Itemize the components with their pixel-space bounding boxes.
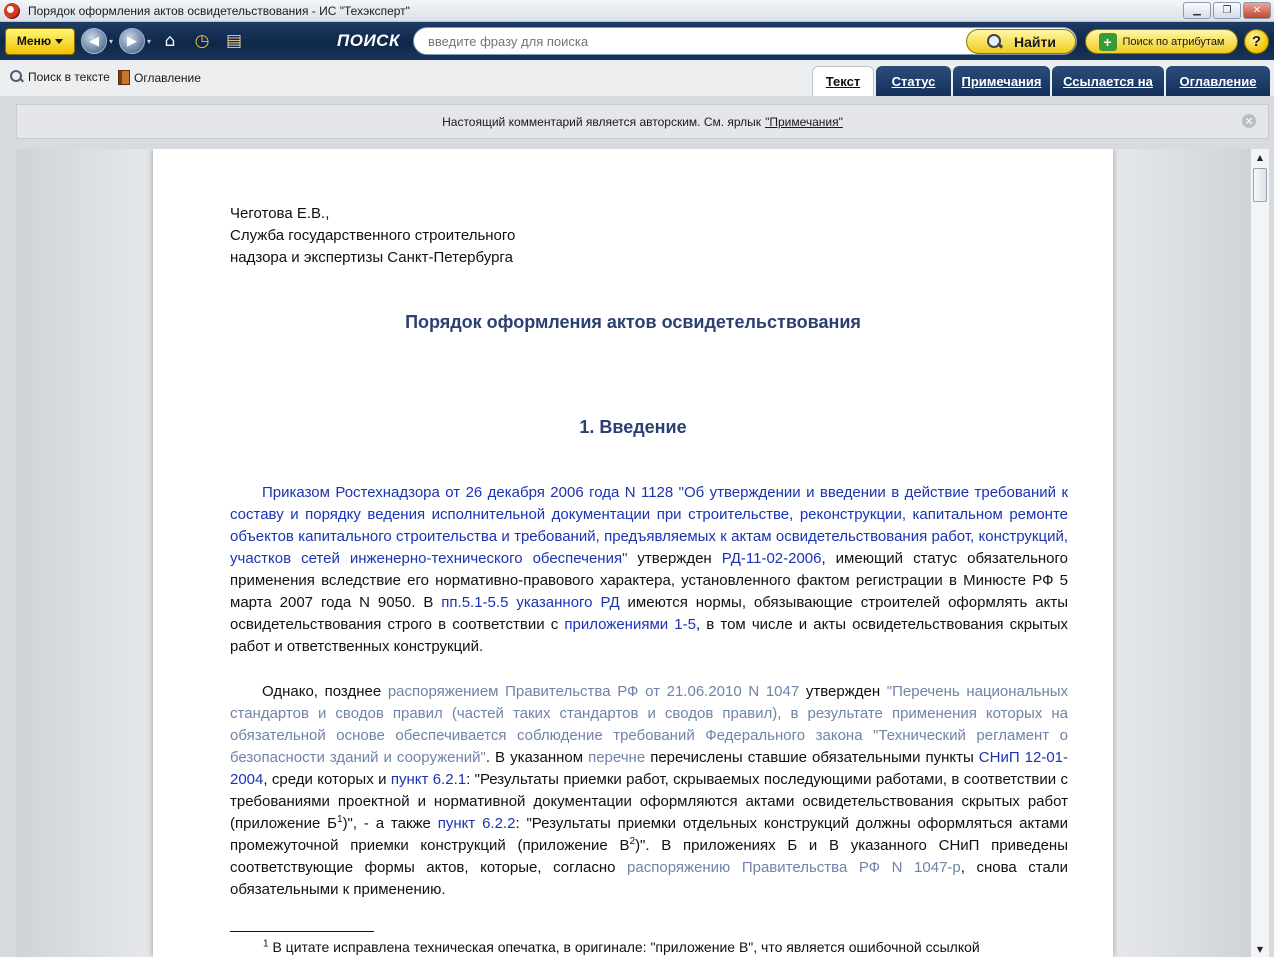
chevron-down-icon — [55, 39, 63, 44]
forward-history-dropdown[interactable]: ▾ — [147, 36, 152, 46]
footnote — [230, 939, 1068, 955]
footnote-ref[interactable]: 2 — [629, 836, 636, 847]
history-clock-icon[interactable]: ◷ — [194, 31, 210, 51]
home-icon[interactable]: ⌂ — [164, 31, 176, 51]
tab-status[interactable]: Статус — [876, 66, 951, 96]
main-toolbar — [0, 22, 1274, 60]
back-history-dropdown[interactable]: ▾ — [109, 36, 114, 46]
tab-notes[interactable]: Примечания — [953, 66, 1050, 96]
document-title: Порядок оформления актов освидетельствования — [405, 312, 861, 332]
tab-text[interactable]: Текст — [812, 66, 874, 96]
paragraph-text: , имеющий статус обязательного применения вследствие его нормативно-правового характера, установленного фактом регистрации в Минюсте РФ 5 марта 2007 года N 9050. В — [230, 550, 1068, 611]
paragraph-text: утвержден — [799, 683, 887, 700]
tab-references[interactable]: Ссылается на — [1052, 66, 1164, 96]
minimize-button[interactable]: ▁ — [1183, 2, 1211, 19]
footnote-text: В цитате исправлена техническая опечатка, в оригинале: "приложение В", что является ошибочной ссылкой — [268, 939, 980, 955]
footnote-ref[interactable]: 1 — [337, 814, 343, 825]
find-label: Найти — [1014, 33, 1056, 50]
notice-text: Настоящий комментарий является авторским. См. ярлык — [442, 114, 762, 129]
tab-contents[interactable]: Оглавление — [1166, 66, 1270, 96]
standards-list-link[interactable]: "Перечень национальных стандартов и сводов правил (частей таких стандартов и сводов правил), в результате применения которых на обязательной основе обеспечивается соблюдение требований Федерального закона "Технический регламент о безопасности зданий и сооружений" — [230, 683, 1069, 766]
author-line: Чеготова Е.В., — [230, 205, 330, 222]
title-bar — [0, 0, 1274, 22]
paragraph-text: Однако, позднее — [262, 683, 388, 700]
snip-link[interactable]: СНиП 12-01-2004 — [230, 749, 1068, 788]
paragraph-text: , снова стали обязательными к применению. — [230, 859, 1068, 898]
document-subbar — [0, 60, 1274, 96]
paragraph-text: , в том числе и акты освидетельствования скрытых работ и ответственных конструкций. — [230, 616, 1068, 655]
menu-button[interactable] — [5, 28, 75, 55]
close-icon[interactable]: ✕ — [1242, 114, 1256, 128]
book-icon — [118, 70, 130, 85]
paragraph-text: , среди которых и — [263, 771, 391, 788]
scroll-up-arrow-icon[interactable]: ▲ — [1256, 152, 1264, 162]
footnote-number: 1 — [263, 939, 269, 950]
scroll-thumb[interactable] — [1253, 168, 1267, 202]
paragraph-text: имеются нормы, обязывающие строителей оформлять акты освидетельствования строго в соответствии с — [230, 594, 1068, 633]
close-button[interactable]: ✕ — [1243, 2, 1271, 19]
app-logo-icon — [4, 3, 20, 19]
decree-link[interactable]: распоряжением Правительства РФ от 21.06.2010 N 1047 — [387, 683, 800, 700]
folder-icon[interactable]: ▤ — [226, 31, 243, 51]
attribute-search-icon: + — [1099, 33, 1117, 51]
back-button[interactable]: ◀ — [81, 28, 107, 54]
decree-1047-link[interactable]: распоряжению Правительства РФ N 1047-р — [627, 859, 961, 876]
attribute-search-label: Поиск по атрибутам — [1122, 35, 1225, 48]
contents-link[interactable] — [118, 70, 201, 85]
document-tabs — [812, 66, 1270, 96]
restore-button[interactable]: ❐ — [1213, 2, 1241, 19]
author-block — [230, 203, 515, 269]
magnifier-icon — [986, 33, 1004, 51]
document-page — [153, 149, 1113, 957]
clause-621-link[interactable]: пункт 6.2.1 — [390, 771, 467, 788]
paragraph-text: утвержден — [627, 550, 722, 567]
author-line: Служба государственного строительного — [230, 227, 516, 244]
search-label: ПОИСК — [337, 31, 400, 50]
paragraph-intro — [230, 482, 1068, 658]
vertical-scrollbar[interactable] — [1250, 149, 1269, 957]
document-viewport — [16, 149, 1250, 957]
clause-622-link[interactable]: пункт 6.2.2 — [437, 815, 516, 832]
menu-label: Меню — [16, 34, 52, 48]
order-link[interactable]: Приказом Ростехнадзора от 26 декабря 2006 года N 1128 "Об утверждении и введении в действие требований к составу и порядку ведения исполнительной документации при строительстве, реконструкции, капитальном ремонте объектов капитального строительства и требований, предъявляемых к актам освидетельствования работ, конструкций, участков сетей инженерно-технического обеспечения" — [230, 484, 1068, 567]
paragraph-text: : "Результаты приемки отдельных конструкций должны оформляться актами промежуточной приемки конструкций (приложение В — [230, 815, 1068, 854]
rd-link[interactable]: РД-11-02-2006 — [721, 550, 822, 567]
search-in-text-link[interactable] — [10, 70, 110, 84]
paragraph-text: перечислены ставшие обязательными пункты — [645, 749, 979, 766]
author-comment-notice — [16, 104, 1269, 139]
rd-clauses-link[interactable]: пп.5.1-5.5 указанного РД — [441, 594, 620, 611]
notice-notes-link[interactable]: "Примечания" — [765, 114, 843, 129]
contents-label: Оглавление — [134, 70, 201, 85]
find-button[interactable] — [966, 29, 1076, 54]
paragraph-text: )". В приложениях Б и В указанного СНиП приведены соответствующие формы актов, которые, согласно — [230, 837, 1068, 876]
forward-button[interactable]: ▶ — [119, 28, 145, 54]
footnote-divider — [230, 931, 374, 932]
window-controls — [1183, 2, 1271, 19]
author-line: надзора и экспертизы Санкт-Петербурга — [230, 249, 513, 266]
search-icon — [10, 70, 24, 84]
window-title: Порядок оформления актов освидетельствования - ИС "Техэксперт" — [28, 3, 410, 18]
search-in-text-label: Поиск в тексте — [28, 70, 110, 84]
help-button[interactable]: ? — [1244, 29, 1269, 54]
paragraph-text: )", - а также — [342, 815, 438, 832]
appendices-link[interactable]: приложениями 1-5 — [564, 616, 696, 633]
section-title: 1. Введение — [579, 417, 687, 437]
paragraph-text: : "Результаты приемки работ, скрываемых последующими работами, в соответствии с требованиями проектной и нормативной документации оформляются актами освидетельствования скрытых работ (приложение Б — [230, 771, 1068, 832]
attribute-search-button[interactable] — [1085, 29, 1238, 54]
paragraph-however — [230, 681, 1068, 901]
scroll-down-arrow-icon[interactable]: ▼ — [1256, 944, 1264, 954]
paragraph-text: . В указанном — [485, 749, 589, 766]
list-link[interactable]: перечне — [588, 749, 646, 766]
